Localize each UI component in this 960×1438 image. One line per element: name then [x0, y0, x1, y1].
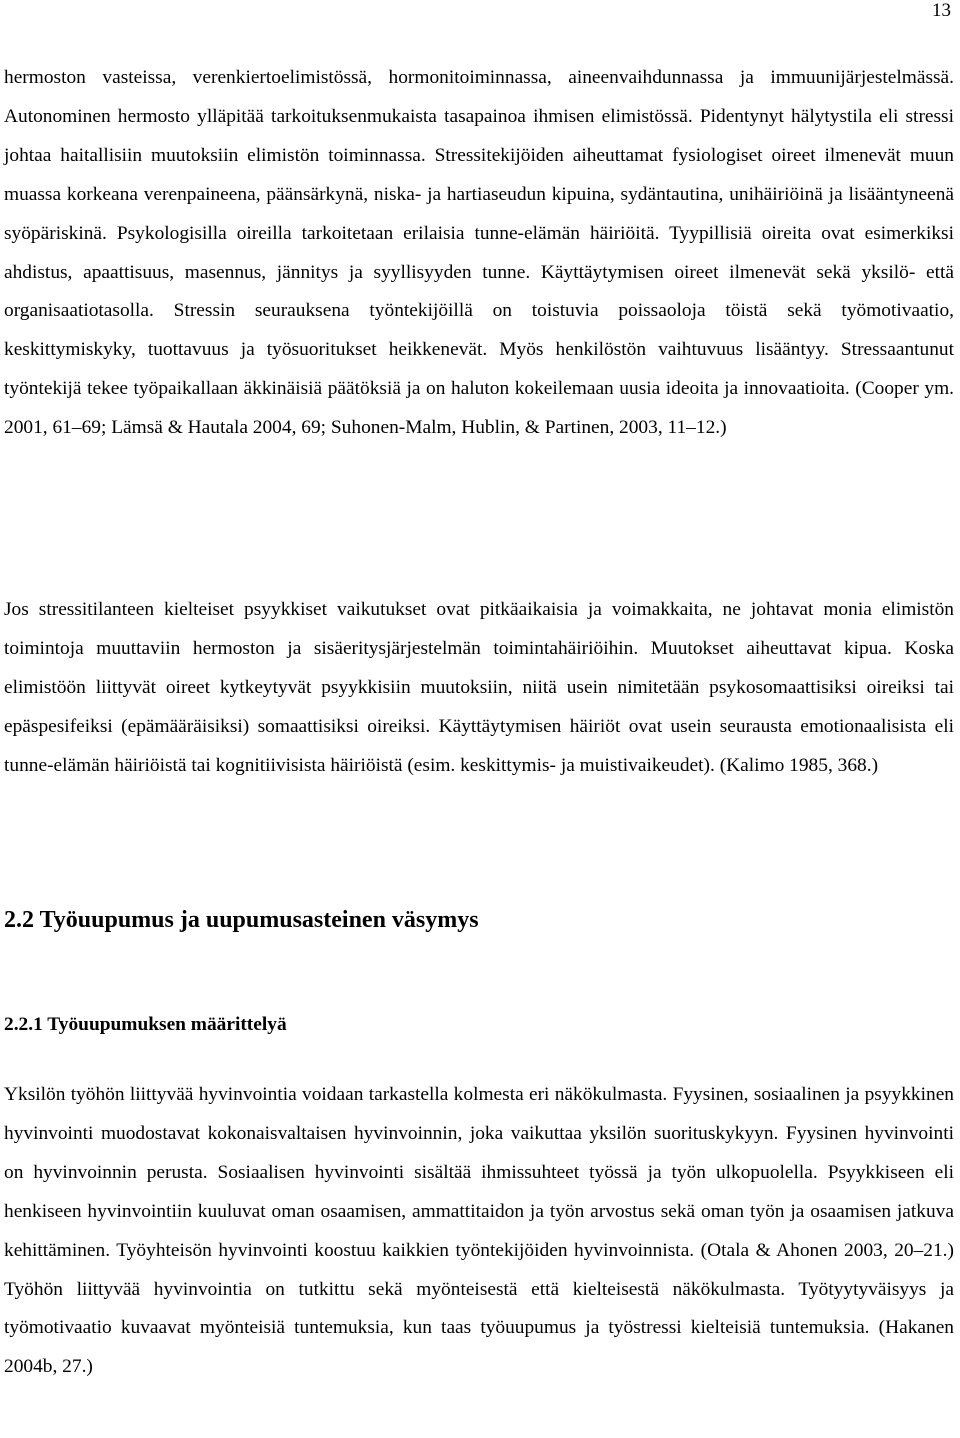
paragraph-stress-effects: hermoston vasteissa, verenkiertoelimistössä, hormonitoiminnassa, aineenvaihdunnassa ja immuunijärjestelmässä. Autonominen hermosto ylläpitää tarkoituksenmukaista tasapainoa ihmisen elimistössä. Pidentynyt hälytystila eli stressi johtaa haitallisiin muutoksiin elimistön toiminnassa. Stressitekijöiden aiheuttamat fysiologiset oireet ilmenevät muun muassa korkeana verenpaineena, päänsärkynä, niska- ja hartiaseudun kipuina, sydäntautina, unihäiriöinä ja lisääntyneenä syöpäriskinä. Psykologisilla oireilla tarkoitetaan erilaisia tunne-elämän häiriöitä. Tyypillisiä oireita ovat esimerkiksi ahdistus, apaattisuus, masennus, jännitys ja syyllisyyden tunne. Käyttäytymisen oireet ilmenevät sekä yksilö- että organisaatiotasolla. Stressin seurauksena työntekijöillä on toistuvia poissaoloja töistä sekä työmotivaatio, keskittymiskyky, tuottavuus ja työsuoritukset heikkenevät. Myös henkilöstön vaihtuvuus lisääntyy. Stressaantunut työntekijä tekee työpaikallaan äkkinäisiä päätöksiä ja on haluton kokeilemaan uusia ideoita ja innovaatioita. (Cooper ym. 2001, 61–69; Lämsä & Hautala 2004, 69; Suhonen-Malm, Hublin, & Partinen, 2003, 11–12.) — [4, 67, 954, 439]
section-heading: 2.2 Työuupumus ja uupumusasteinen väsymys — [4, 907, 479, 933]
subsection-heading: 2.2.1 Työuupumuksen määrittelyä — [4, 1014, 287, 1035]
page-number: 13 — [932, 0, 951, 21]
paragraph-work-wellbeing: Yksilön työhön liittyvää hyvinvointia voidaan tarkastella kolmesta eri näkökulmasta. Fyysinen, sosiaalinen ja psyykkinen hyvinvointi muodostavat kokonaisvaltaisen hyvinvoinnin, joka vaikuttaa yksilön suorituskykyyn. Fyysinen hyvinvointi on hyvinvoinnin perusta. Sosiaalisen hyvinvointi sisältää ihmissuhteet työssä ja työn ulkopuolella. Psyykkiseen eli henkiseen hyvinvointiin kuuluvat oman osaamisen, ammattitaidon ja työn arvostus sekä oman työn ja osaamisen jatkuva kehittäminen. Työyhteisön hyvinvointi koostuu kaikkien työntekijöiden hyvinvoinnista. (Otala & Ahonen 2003, 20–21.) Työhön liittyvää hyvinvointia on tutkittu sekä myönteisestä että kielteisestä näkökulmasta. Työtyytyväisyys ja työmotivaatio kuvaavat myönteisiä tuntemuksia, kun taas työuupumus ja työstressi kielteisiä tuntemuksia. (Hakanen 2004b, 27.) — [4, 1084, 954, 1378]
paragraph-psychosomatic-symptoms: Jos stressitilanteen kielteiset psyykkiset vaikutukset ovat pitkäaikaisia ja voimakkaita, ne johtavat monia elimistön toimintoja muuttaviin hermoston ja sisäeritysjärjestelmän toimintahäiriöihin. Muutokset aiheuttavat kipua. Koska elimistöön liittyvät oireet kytkeytyvät psyykkisiin muutoksiin, niitä usein nimitetään psykosomaattisiksi oireiksi tai epäspesifeiksi (epämääräisiksi) somaattisiksi oireiksi. Käyttäytymisen häiriöt ovat usein seurausta emotionaalisista eli tunne-elämän häiriöistä tai kognitiivisista häiriöistä (esim. keskittymis- ja muistivaikeudet). (Kalimo 1985, 368.) — [4, 599, 954, 776]
